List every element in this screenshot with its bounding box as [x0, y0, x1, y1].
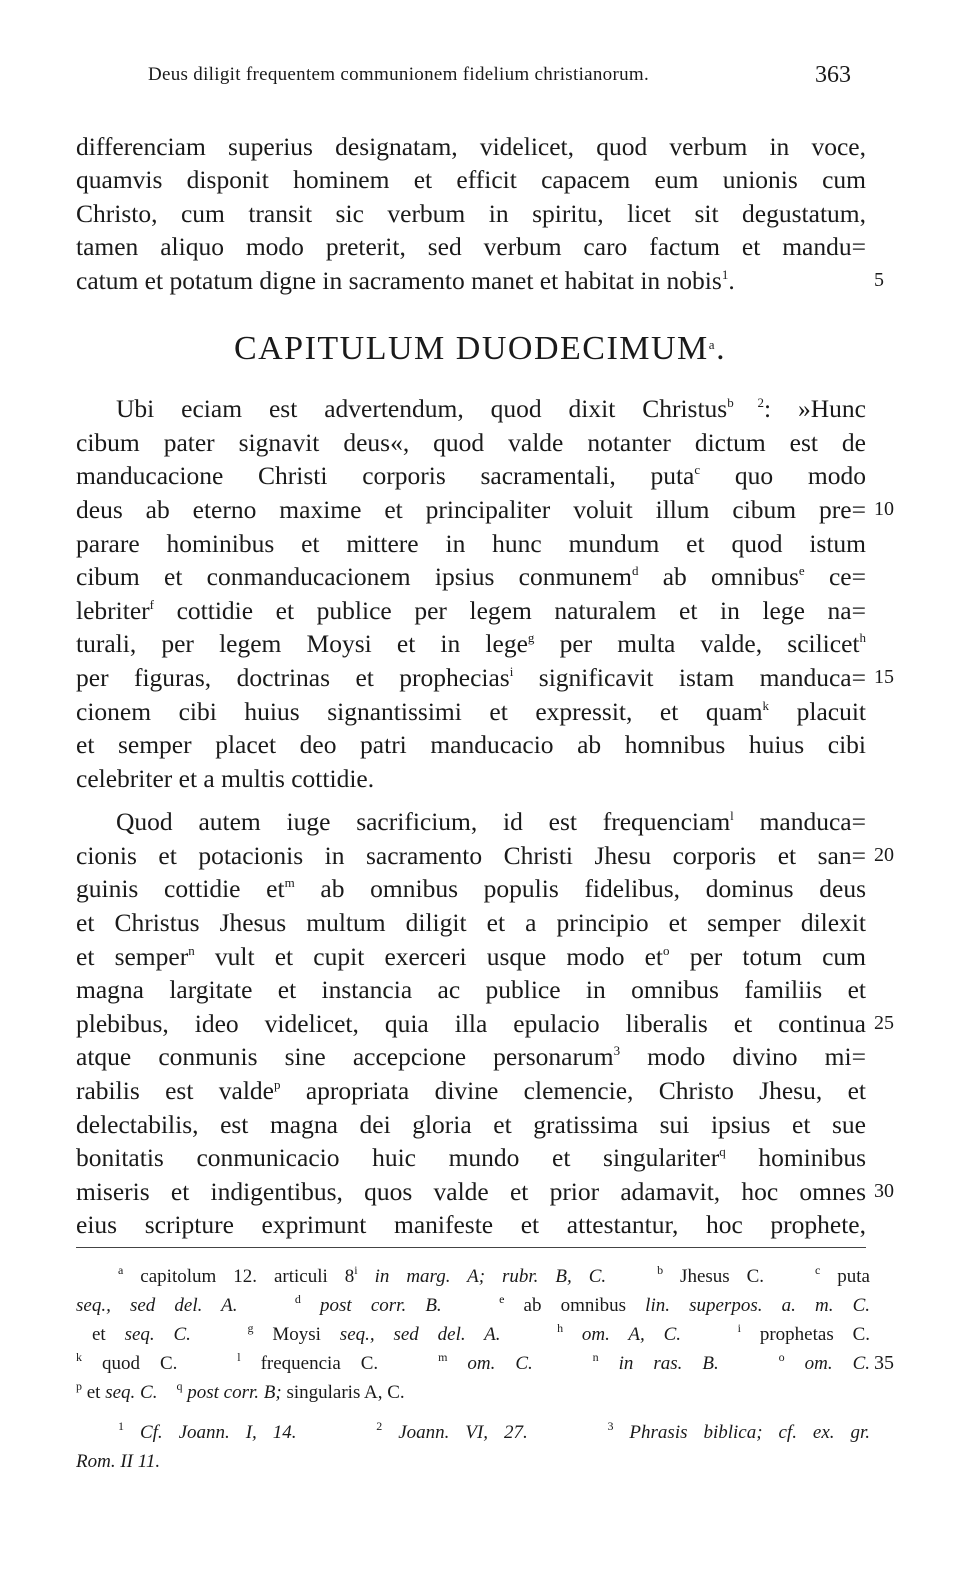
text-line: catum et potatum digne in sacramento manet et habitat in nobis$^1$.: [76, 266, 735, 295]
note-ref: n: [188, 943, 195, 958]
text-line: Ubi eciam est advertendum, quod dixit Christus$^{b 2}$: »Hunc: [116, 394, 866, 423]
line-number: 30: [874, 1180, 894, 1202]
text-line: cibum et conmanducacionem ipsius conmunem$^d$ ab omnibus$^e$ ce=: [76, 562, 866, 591]
note-mark: p: [76, 1379, 82, 1393]
note-mark: 2: [376, 1419, 383, 1433]
text-line: cibum pater signavit deus«, quod valde notanter dictum est de: [76, 428, 866, 457]
text-line: delectabilis, est magna dei gloria et gratissima sui ipsius et sue: [76, 1110, 866, 1139]
text-line: et semper placet deo patri manducacio ab homnibus huius cibi: [76, 730, 866, 759]
text-line: guinis cottidie $et^m$ ab omnibus populis fidelibus, dominus deus: [76, 874, 866, 903]
text-line: rabilis est valde$^p$ apropriata divine clemencie, Christo Jhesu, et: [76, 1076, 866, 1105]
note-ref: i: [509, 664, 514, 679]
text-line: eius scripture exprimunt manifeste et attestantur, hoc prophete,: [76, 1210, 866, 1239]
note-ref: e: [798, 563, 805, 578]
note-mark: i: [354, 1263, 358, 1277]
text-line: miseris et indigentibus, quos valde et prior adamavit, hoc omnes: [76, 1177, 866, 1206]
text-line: lebriter$^f$ cottidie et publice per legem naturalem et in lege na=: [76, 596, 866, 625]
note-mark: 3: [607, 1419, 614, 1433]
footnote-text: Jhesus C.: [663, 1266, 765, 1287]
footnote-line: [76, 1378, 870, 1407]
note-ref: b 2: [727, 395, 765, 410]
note-ref: f: [149, 597, 154, 612]
footnote-text: lin. superpos. a. m. C.: [645, 1295, 870, 1316]
source-note-line: [76, 1447, 870, 1476]
note-ref: k: [762, 698, 770, 713]
footnote-line: [92, 1320, 870, 1349]
note-ref: m: [284, 875, 295, 890]
note-mark: c: [814, 1263, 821, 1277]
note-mark: i: [737, 1321, 741, 1335]
note-mark: 1: [118, 1419, 124, 1433]
text-line: atque conmunis sine accepcione personarum$^3$ modo divino mi=: [76, 1042, 866, 1071]
note-ref: o: [663, 943, 670, 958]
note-mark: n: [592, 1350, 599, 1364]
note-ref: q: [719, 1144, 726, 1159]
footnote-text: Phrasis biblica; cf. ex. gr.: [613, 1422, 870, 1443]
footnote-line: [76, 1291, 870, 1320]
note-mark: q: [176, 1379, 183, 1393]
note-mark: o: [778, 1350, 785, 1364]
footnote-text: frequencia C.: [240, 1353, 379, 1374]
line-number: 25: [874, 1012, 894, 1034]
footnote-line: [118, 1262, 870, 1291]
footnote-text: seq. C.: [124, 1324, 191, 1345]
note-ref: h: [859, 630, 866, 645]
footnote-text: post corr. B.: [300, 1295, 442, 1316]
text-line: Quod autem iuge sacrificium, id est frequenciam$^l$ manduca=: [116, 807, 866, 836]
line-number: 15: [874, 666, 894, 688]
note-ref: d: [631, 563, 639, 578]
footnote-text: om. C.: [447, 1353, 533, 1374]
footnote-text: capitolum 12. articuli 8: [123, 1266, 355, 1287]
text-line: plebibus, ideo videlicet, quia illa epulacio liberalis et continua: [76, 1009, 866, 1038]
text-line: per figuras, doctrinas et prophecias$^i$ significavit istam manduca=: [76, 663, 866, 692]
text-line: et semper$^n$ vult et cupit exerceri usque modo $et^o$ per totum cum: [76, 942, 866, 971]
footnote-text: prophetas C.: [740, 1324, 870, 1345]
line-number: 35: [874, 1352, 894, 1374]
footnote-text: ab omnibus: [504, 1295, 646, 1316]
source-note-line: [118, 1418, 870, 1447]
chapter-heading: CAPITULUM DUODECIMUM$^a$.: [233, 330, 727, 367]
text-line: turali, per legem Moysi et in lege$^g$ per multa valde, scilicet$^h$: [76, 629, 866, 658]
note-ref: 3: [613, 1043, 621, 1058]
note-mark: g: [247, 1321, 254, 1335]
footnote-divider: [76, 1247, 866, 1248]
text-line: bonitatis conmunicacio huic mundo et singulariter$^q$ hominibus: [76, 1143, 866, 1172]
text-line: parare hominibus et mittere in hunc mundum et quod istum: [76, 529, 866, 558]
footnote-text: Joann. VI, 27.: [382, 1422, 528, 1443]
footnote-text: seq. C.: [105, 1382, 158, 1403]
footnote-text: Cf. Joann. I, 14.: [124, 1422, 297, 1443]
note-ref: c: [694, 462, 701, 477]
footnote-line: [76, 1349, 870, 1378]
page-number: 363: [815, 62, 851, 88]
footnote-text: om. A, C.: [563, 1324, 682, 1345]
note-ref: 1: [721, 267, 729, 282]
note-ref: l: [730, 808, 734, 823]
text-line: quamvis disponit hominem et efficit capacem eum unionis cum: [76, 165, 866, 194]
text-line: et Christus Jhesus multum diligit et a principio et semper dilexit: [76, 908, 866, 937]
running-head: Deus diligit frequentem communionem fidelium christianorum.: [148, 64, 650, 85]
text-line: magna largitate et instancia ac publice in omnibus familiis et: [76, 975, 866, 1004]
footnote-text: puta: [820, 1266, 870, 1287]
note-mark: a: [118, 1263, 124, 1277]
footnote-text: om. C.: [784, 1353, 870, 1374]
note-mark: d: [294, 1292, 301, 1306]
note-mark: m: [438, 1350, 448, 1364]
line-number: 10: [874, 498, 894, 520]
footnote-text: quod C.: [82, 1353, 178, 1374]
note-ref: g: [527, 630, 535, 645]
footnote-text: in ras. B.: [598, 1353, 719, 1374]
note-ref: a: [708, 337, 717, 352]
footnote-text: et: [82, 1382, 106, 1403]
note-mark: l: [237, 1350, 241, 1364]
text-line: Christo, cum transit sic verbum in spiritu, licet sit degustatum,: [76, 199, 866, 228]
footnote-text: post corr. B;: [182, 1382, 282, 1403]
text-line: celebriter et a multis cottidie.: [76, 764, 375, 793]
footnote-text: seq., sed del. A.: [339, 1324, 501, 1345]
footnote-text: singularis A, C.: [281, 1382, 405, 1403]
text-line: cionem cibi huius signantissimi et expressit, et quam$^k$ placuit: [76, 697, 866, 726]
footnote-text: Moysi: [253, 1324, 340, 1345]
footnote-text: Rom. II 11.: [76, 1451, 161, 1472]
line-number: 5: [874, 269, 884, 291]
note-mark: e: [499, 1292, 505, 1306]
footnote-text: in marg. A; rubr. B, C.: [357, 1266, 607, 1287]
footnote-text: et: [92, 1324, 125, 1345]
text-line: manducacione Christi corporis sacramentali, puta$^c$ quo modo: [76, 461, 866, 490]
footnote-text: seq., sed del. A.: [76, 1295, 238, 1316]
note-mark: k: [76, 1350, 82, 1364]
note-mark: h: [557, 1321, 564, 1335]
text-line: cionis et potacionis in sacramento Christi Jhesu corporis et san=: [76, 841, 866, 870]
note-ref: p: [274, 1077, 281, 1092]
note-mark: b: [657, 1263, 664, 1277]
text-line: deus ab eterno maxime et principaliter voluit illum cibum pre=: [76, 495, 866, 524]
text-line: differenciam superius designatam, videlicet, quod verbum in voce,: [76, 132, 866, 161]
text-line: tamen aliquo modo preterit, sed verbum caro factum et mandu=: [76, 232, 866, 261]
line-number: 20: [874, 844, 894, 866]
